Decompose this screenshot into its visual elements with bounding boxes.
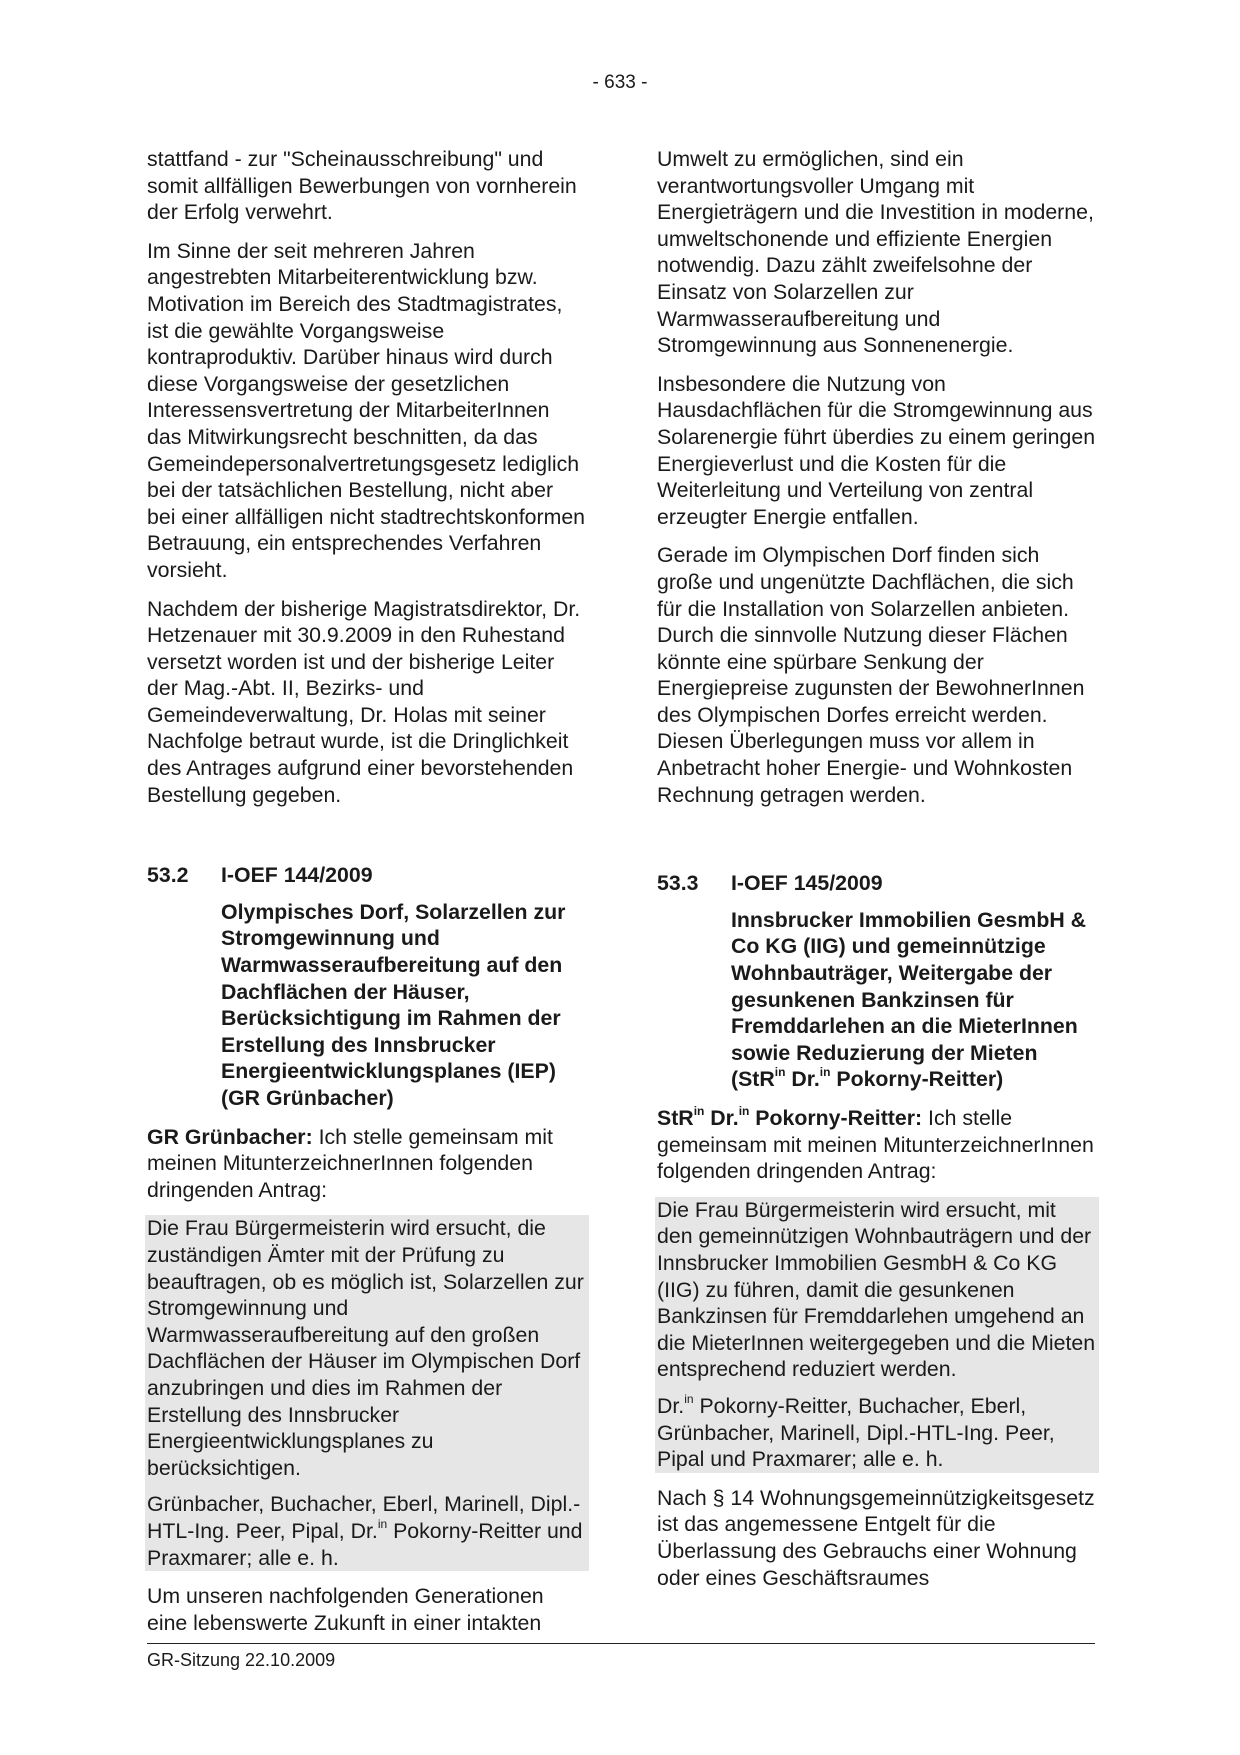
signers [147, 1491, 587, 1571]
motion-text: Die Frau Bürgermeisterin wird ersucht, die zuständigen Ämter mit der Prüfung zu beauftragen, ob es möglich ist, Solarzellen zur Stromgewinnung und Warmwasseraufbereitung auf den großen Dachflächen der Häuser im Olympischen Dorf anzubringen und dies im Rahmen der Erstellung des Innsbrucker Energieentwicklungsplanes zu berücksichtigen. [147, 1216, 584, 1480]
footer-divider [147, 1643, 1095, 1644]
right-paragraph-1: Umwelt zu ermöglichen, sind ein verantwortungsvoller Umgang mit Energieträgern und die Investition in moderne, umweltschonende und effiziente Energien notwendig. Dazu zählt zweifelsohne der Einsatz von Solarzellen zur Warmwasseraufbereitung und Stromgewinnung aus Sonnenenergie. [657, 147, 1094, 358]
signers [657, 1393, 1097, 1473]
speaker-sup-2: in [738, 1103, 750, 1118]
speaker-sup-1: in [693, 1103, 705, 1118]
speaker-name [657, 1103, 923, 1130]
signers-sup: in [377, 1516, 388, 1531]
motion-box [145, 1215, 589, 1571]
motion-text: Die Frau Bürgermeisterin wird ersucht, mit den gemeinnützigen Wohnbauträgern und der Innsbrucker Immobilien GesmbH & Co KG (IIG) zu führen, damit die gesunkenen Bankzinsen für Fremddarlehen umgehend an die MieterInnen weitergegeben und die Mieten entsprechend reduziert werden. [657, 1197, 1096, 1382]
speaker-name: GR Grünbacher: [147, 1124, 313, 1149]
left-paragraph-2: Im Sinne der seit mehreren Jahren angestrebten Mitarbeiterentwicklung bzw. Motivation im Bereich des Stadtmagistrates, ist die gewählte Vorgangsweise kontraproduktiv. Darüber hinaus wird durch diese Vorgangsweise der gesetzlichen Interessensvertretung der MitarbeiterInnen das Mitwirkungsrecht beschnitten, da das Gemeindepersonalvertretungsgesetz lediglich bei der tatsächlichen Bestellung, nicht aber bei einer allfälligen nicht stadtrechtskonformen Betrauung, ein entsprechendes Verfahren vorsieht. [147, 238, 586, 582]
section-number: 53.2 [147, 863, 189, 888]
left-column [147, 146, 587, 1648]
speaker-mid: Dr. [704, 1106, 739, 1130]
section-title-part-b: Pokorny-Reitter) [830, 1067, 1004, 1092]
motion-box [655, 1197, 1099, 1473]
section-title-sup-1: in [774, 1065, 786, 1080]
signers-part-b: Pokorny-Reitter, Buchacher, Eberl, Grünbacher, Marinell, Dipl.-HTL-Ing. Peer, Pipal und Praxmarer; alle e. h. [657, 1393, 1055, 1472]
right-column [657, 146, 1097, 1603]
left-paragraph-end: Um unseren nachfolgenden Generationen eine lebenswerte Zukunft in einer intakten [147, 1584, 544, 1635]
section-id: I-OEF 144/2009 [221, 863, 373, 888]
left-paragraph-1: stattfand - zur "Scheinausschreibung" und somit allfälligen Bewerbungen von vornherein der Erfolg verwehrt. [147, 147, 577, 225]
section-heading-53-2 [147, 862, 587, 889]
left-paragraph-3: Nachdem der bisherige Magistratsdirektor, Dr. Hetzenauer mit 30.9.2009 in den Ruhestand versetzt worden ist und der bisherige Leiter der Mag.-Abt. II, Bezirks- und Gemeindeverwaltung, Dr. Holas mit seiner Nachfolge betraut wurde, ist die Dringlichkeit des Antrages aufgrund einer bevorstehenden Bestellung gegeben. [147, 596, 581, 807]
speaker-part-b: Pokorny-Reitter: [749, 1106, 923, 1130]
right-paragraph-end: Nach § 14 Wohnungsgemeinnützigkeitsgesetz ist das angemessene Entgelt für die Überlassung des Gebrauchs einer Wohnung oder eines Geschäftsraumes [657, 1485, 1095, 1590]
signers-part-a: Dr. [657, 1393, 685, 1418]
speaker-text: Ich stelle gemeinsam mit meinen MitunterzeichnerInnen folgenden dringenden Antrag: [657, 1106, 1094, 1184]
right-paragraph-2: Insbesondere die Nutzung von Hausdachflächen für die Stromgewinnung aus Solarenergie führt überdies zu einem geringen Energieverlust und die Kosten für die Weiterleitung und Verteilung von zentral erzeugter Energie entfallen. [657, 371, 1096, 529]
section-heading-53-3 [657, 870, 1097, 897]
right-paragraph-3: Gerade im Olympischen Dorf finden sich große und ungenützte Dachflächen, die sich für die Installation von Solarzellen anbieten. Durch die sinnvolle Nutzung dieser Flächen könnte eine spürbare Senkung der Energiepreise zugunsten der BewohnerInnen des Olympischen Dorfes erreicht werden. Diesen Überlegungen muss vor allem in Anbetracht hoher Energie- und Wohnkosten Rechnung getragen werden. [657, 543, 1085, 807]
speaker-paragraph [147, 1124, 587, 1204]
section-title [731, 907, 1097, 1093]
section-title-mid: Dr. [785, 1067, 820, 1092]
signers-part-b: Pokorny-Reitter und Praxmarer; alle e. h. [147, 1518, 583, 1570]
signers-sup: in [684, 1391, 694, 1406]
speaker-paragraph [657, 1105, 1097, 1185]
section-title: Olympisches Dorf, Solarzellen zur Stromgewinnung und Warmwasseraufbereitung auf den Dachflächen der Häuser, Berücksichtigung im Rahmen der Erstellung des Innsbrucker Energieentwicklungsplanes (IEP) (GR Grünbacher) [221, 899, 566, 1110]
speaker-text: Ich stelle gemeinsam mit meinen MitunterzeichnerInnen folgenden dringenden Antrag: [147, 1124, 553, 1202]
signers-part-a: Grünbacher, Buchacher, Eberl, Marinell, Dipl.-HTL-Ing. Peer, Pipal, Dr. [147, 1492, 581, 1543]
footer-text: GR-Sitzung 22.10.2009 [147, 1650, 336, 1670]
section-title-sup-2: in [819, 1065, 831, 1080]
section-id: I-OEF 145/2009 [731, 871, 883, 896]
section-title-part-a: Innsbrucker Immobilien GesmbH & Co KG (IIG) und gemeinnützige Wohnbauträger, Weitergabe der gesunkenen Bankzinsen für Fremddarlehen an die MieterInnen sowie Reduzierung der Mieten (StR [731, 907, 1087, 1092]
page-number: - 633 - [592, 72, 648, 93]
section-number: 53.3 [657, 871, 699, 896]
speaker-part-a: StR [657, 1106, 694, 1130]
